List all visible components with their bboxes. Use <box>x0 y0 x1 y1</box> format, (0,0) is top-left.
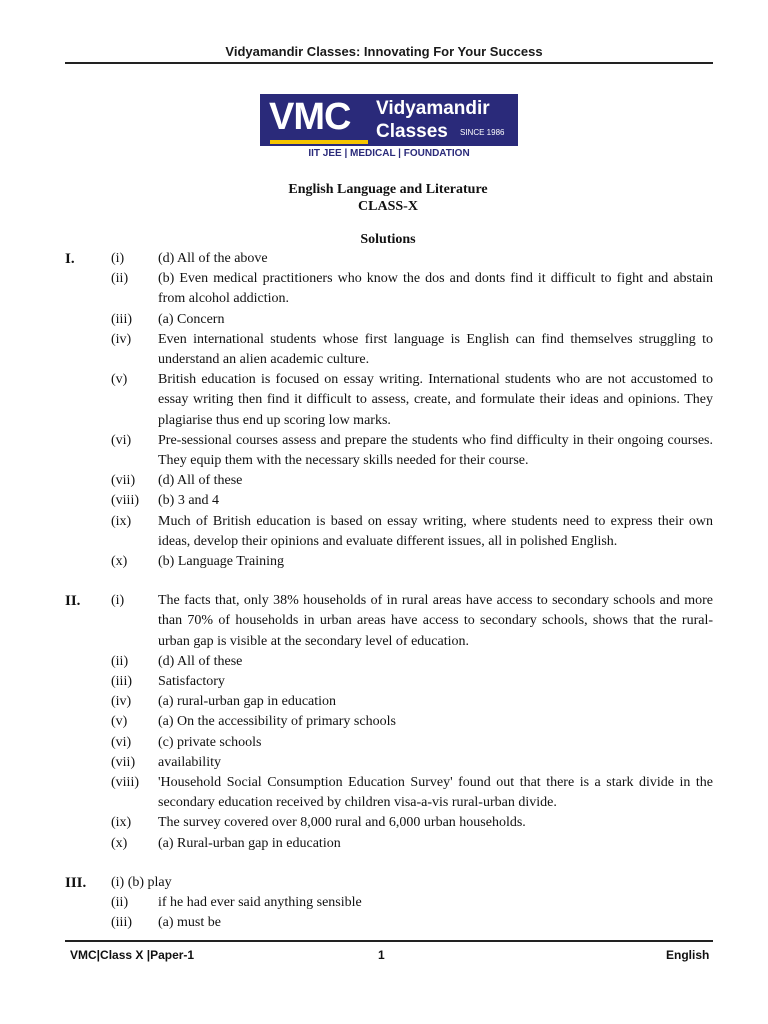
answer-number: (i) <box>111 251 125 266</box>
answer-item <box>0 330 768 370</box>
section-number: III. <box>65 874 87 891</box>
answer-item <box>0 692 768 712</box>
answer-number: (ix) <box>111 513 132 529</box>
answer-text: (b) Even medical practitioners who know the dos and donts find it difficult to fight and abstain from alcohol addiction. <box>158 271 713 307</box>
subject-title: English Language and Literature <box>288 182 488 197</box>
answer-text: (d) All of these <box>158 473 243 489</box>
answer-item <box>0 471 768 491</box>
answer-text: The survey covered over 8,000 rural and 6,000 urban households. <box>158 815 526 831</box>
section-number: II. <box>65 593 81 610</box>
logo-since: SINCE 1986 <box>460 128 505 137</box>
answer-number: (iii) <box>111 674 132 690</box>
answer-text: (b) 3 and 4 <box>158 493 220 509</box>
answer-text: (a) On the accessibility of primary schools <box>158 714 396 730</box>
answer-number: (iii) <box>111 311 132 327</box>
answer-text: Much of British education is based on essay writing, where students need to express their own ideas, develop their opinions and evaluate different issues, all in polished English. <box>158 513 713 549</box>
class-title: CLASS-X <box>358 199 418 214</box>
answer-number: (ii) <box>111 653 129 669</box>
answer-item <box>0 491 768 511</box>
header-text: Vidyamandir Classes: Innovating For Your Success <box>225 44 543 59</box>
answer-item <box>0 834 768 854</box>
answer-item <box>0 431 768 471</box>
answer-text: 'Household Social Consumption Education Survey' found out that there is a stark divide in the secondary education received by children visa-a-vis rural-urban divide. <box>158 775 713 811</box>
footer-rule <box>65 940 713 942</box>
answer-text: Pre-sessional courses assess and prepare the students who find difficulty in their ongoing courses. They equip them with the necessary skills needed for their course. <box>158 432 713 469</box>
logo-underline <box>270 140 368 144</box>
answer-text: availability <box>158 754 221 770</box>
answer-item <box>0 813 768 833</box>
answer-item <box>0 913 768 933</box>
footer-right: English <box>666 948 710 962</box>
answer-number: (ii) <box>111 271 129 287</box>
answer-item <box>0 652 768 672</box>
answer-text: if he had ever said anything sensible <box>158 895 362 911</box>
answer-text: (a) Rural-urban gap in education <box>158 835 341 851</box>
answer-text: (c) private schools <box>158 734 262 750</box>
answer-text: (d) All of the above <box>158 251 268 266</box>
logo-name-line1: Vidyamandir <box>376 98 490 119</box>
footer-left: VMC|Class X |Paper-1 <box>70 948 195 962</box>
solutions-heading: Solutions <box>360 232 416 247</box>
section <box>0 249 768 572</box>
solutions-content <box>0 249 768 934</box>
answer-text: Even international students whose first language is English can find themselves struggling to understand an alien academic culture. <box>158 331 713 368</box>
answer-item <box>0 552 768 572</box>
answer-text: (a) Concern <box>158 311 225 327</box>
answer-item <box>0 773 768 813</box>
answer-item <box>0 873 768 893</box>
vmc-logo <box>260 94 518 146</box>
answer-item <box>0 512 768 552</box>
section <box>0 591 768 854</box>
answer-item <box>0 370 768 431</box>
answer-number: (ix) <box>111 815 132 831</box>
answer-text: Satisfactory <box>158 674 225 690</box>
answer-text: (a) rural-urban gap in education <box>158 694 337 710</box>
answer-text: The facts that, only 38% households of in rural areas have access to secondary schools and more than 70% of households in urban areas have access to secondary schools, shows that the rural-urban gap is visible at the secondary level of education. <box>158 593 713 649</box>
answer-number: (iv) <box>111 694 132 710</box>
answer-number: (vi) <box>111 432 132 448</box>
answer-item <box>0 591 768 652</box>
answer-item <box>0 310 768 330</box>
answer-number: (x) <box>111 554 128 570</box>
answer-number: (v) <box>111 714 128 730</box>
answer-text: (i) (b) play <box>111 874 172 890</box>
answer-number: (iv) <box>111 331 132 347</box>
answer-number: (i) <box>111 593 125 609</box>
answer-item <box>0 753 768 773</box>
answer-item <box>0 712 768 732</box>
answer-number: (viii) <box>111 775 139 791</box>
answer-number: (iii) <box>111 915 132 931</box>
answer-text: (a) must be <box>158 915 221 931</box>
answer-number: (v) <box>111 372 128 388</box>
answer-number: (vii) <box>111 754 136 770</box>
answer-text: (d) All of these <box>158 653 243 669</box>
logo-name-line2: Classes <box>376 121 448 142</box>
logo-tagline: IIT JEE | MEDICAL | FOUNDATION <box>308 148 470 159</box>
page-number: 1 <box>378 948 385 962</box>
answer-item <box>0 249 768 269</box>
answer-item <box>0 893 768 913</box>
answer-number: (ii) <box>111 895 129 911</box>
answer-item <box>0 672 768 692</box>
answer-number: (vi) <box>111 734 132 750</box>
answer-text: British education is focused on essay writing. International students who are not accustomed to essay writing then find it difficult to assess, create, and formulate their ideas and opinions. They plagiarise thus end up scoring low marks. <box>158 372 713 428</box>
answer-number: (vii) <box>111 473 136 489</box>
answer-number: (x) <box>111 835 128 851</box>
section <box>0 873 768 934</box>
logo-mark: VMC <box>269 96 351 138</box>
answer-text: (b) Language Training <box>158 554 284 570</box>
header-rule <box>65 62 713 64</box>
section-number: I. <box>65 251 75 267</box>
answer-item <box>0 269 768 309</box>
answer-number: (viii) <box>111 493 139 509</box>
answer-item <box>0 733 768 753</box>
